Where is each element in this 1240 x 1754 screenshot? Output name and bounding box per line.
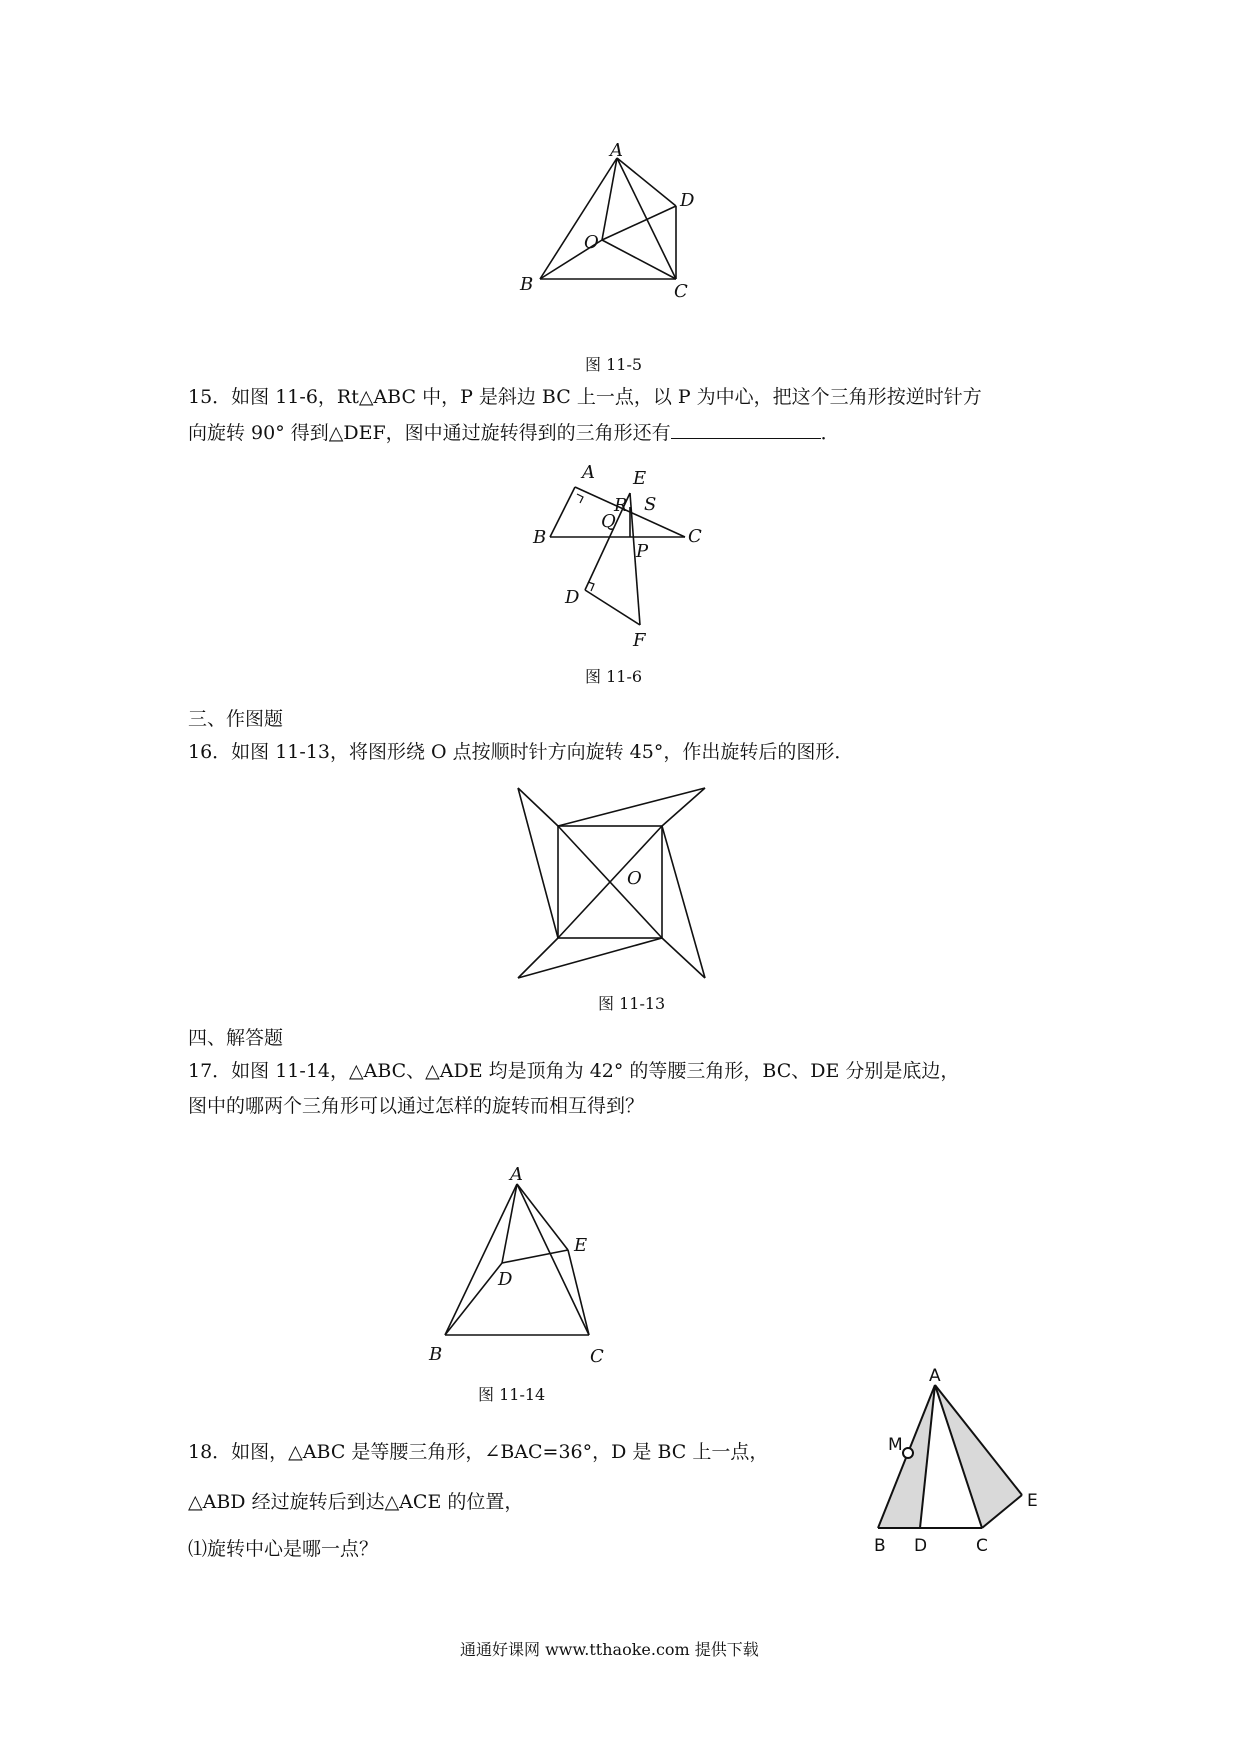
figure-11-13-caption: 图 11-13 <box>598 994 666 1013</box>
q16-text: 16．如图 11-13，将图形绕 O 点按顺时针方向旋转 45°，作出旋转后的图形． <box>188 741 854 763</box>
label-D: D <box>914 1536 928 1556</box>
label-O: O <box>584 232 599 253</box>
label-D: D <box>498 1269 513 1290</box>
section-3-heading: 三、作图题 <box>188 708 284 730</box>
q15-line2 <box>188 420 840 445</box>
label-C: C <box>688 526 702 547</box>
point-M <box>903 1448 913 1458</box>
figure-q18 <box>860 1366 1060 1570</box>
q15-line2-end: ． <box>820 422 840 444</box>
figure-11-13 <box>515 780 715 985</box>
label-C: C <box>674 281 688 302</box>
q18-line2: △ABD 经过旋转后到达△ACE 的位置， <box>188 1491 524 1513</box>
section-4-heading: 四、解答题 <box>188 1027 284 1049</box>
q15-line2-text: 向旋转 90° 得到△DEF，图中通过旋转得到的三角形还有 <box>188 422 671 444</box>
figure-11-5 <box>520 140 720 340</box>
label-A: A <box>610 140 623 161</box>
q18-line1: 18．如图，△ABC 是等腰三角形，∠BAC=36°，D 是 BC 上一点， <box>188 1441 769 1463</box>
label-Q: Q <box>601 511 616 532</box>
q18-part1: ⑴旋转中心是哪一点？ <box>188 1538 379 1560</box>
label-A: A <box>929 1366 941 1386</box>
label-R: R <box>614 495 628 516</box>
q17-line1: 17．如图 11-14，△ABC、△ADE 均是顶角为 42° 的等腰三角形，BC、DE 分别是底边， <box>188 1060 960 1082</box>
label-B: B <box>533 527 547 548</box>
label-D-visible: D <box>680 190 695 211</box>
figure-11-6-caption: 图 11-6 <box>585 667 643 686</box>
label-O: O <box>627 868 642 889</box>
label-E: E <box>1027 1491 1038 1511</box>
label-E: E <box>574 1235 588 1256</box>
q17-line2: 图中的哪两个三角形可以通过怎样的旋转而相互得到？ <box>188 1095 645 1117</box>
label-M: M <box>888 1435 903 1455</box>
figure-11-14-caption: 图 11-14 <box>478 1385 546 1404</box>
label-A: A <box>510 1164 523 1185</box>
label-B: B <box>874 1536 886 1556</box>
figure-11-14 <box>425 1164 625 1370</box>
label-A: A <box>582 462 595 483</box>
q15-line1: 15．如图 11-6，Rt△ABC 中，P 是斜边 BC 上一点，以 P 为中心，把这个三角形按逆时针方 <box>188 386 982 408</box>
label-D: D <box>565 587 580 608</box>
label-F: F <box>633 630 646 651</box>
label-B: B <box>429 1344 443 1365</box>
label-C: C <box>590 1346 604 1367</box>
label-P: P <box>636 541 649 562</box>
label-E: E <box>633 468 647 489</box>
page-footer: 通通好课网 www.tthaoke.com 提供下载 <box>460 1640 759 1659</box>
q15-answer-blank[interactable] <box>671 420 821 439</box>
figure-11-6 <box>530 460 720 660</box>
label-S: S <box>644 494 657 515</box>
label-C: C <box>976 1536 988 1556</box>
figure-11-5-caption: 图 11-5 <box>585 355 643 374</box>
label-B: B <box>520 274 534 295</box>
